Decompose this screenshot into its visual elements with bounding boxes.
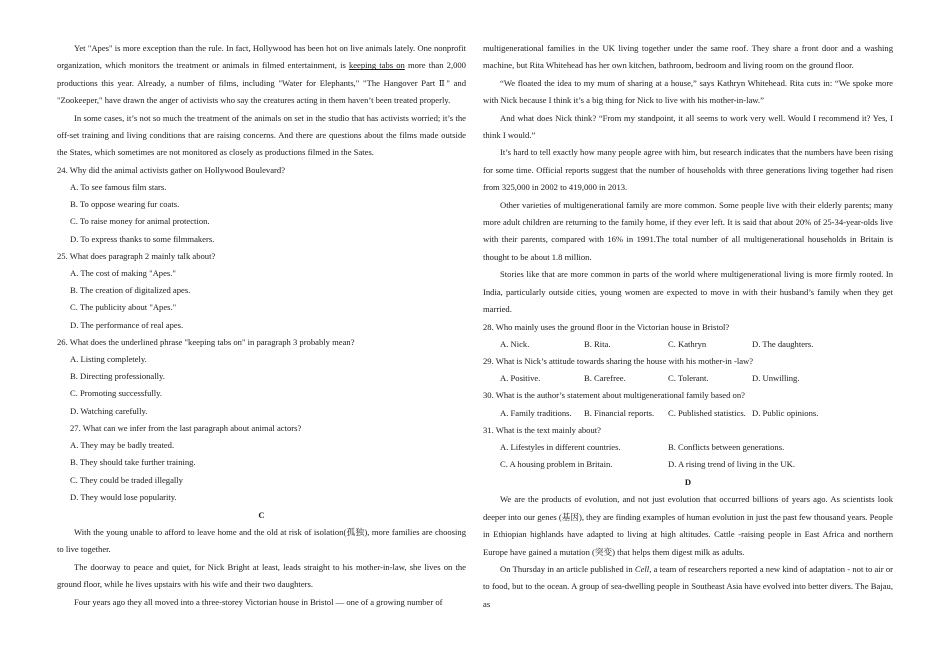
option-26d: D. Watching carefully. xyxy=(70,405,148,416)
options-29 xyxy=(483,370,893,387)
section-heading-c: C xyxy=(258,509,265,520)
options-31-row1 xyxy=(483,439,893,456)
paragraph: Yet "Apes" is more exception than the rule. In fact, Hollywood has been hot on live animals lately. One nonprofit organization, which monitors the treatment or animals in filmed entertainment, is keeping tabs on more than 2,000 productions this year. Already, a number of films, including "Water for Elephants," "The Hangover Part Ⅱ" and "Zookeeper," have drawn the anger of activists who say the creatures acting in them haven’t been treated properly. xyxy=(57,43,466,106)
option-26a: A. Listing completely. xyxy=(70,354,147,365)
option-28a: A. Nick. xyxy=(500,338,530,349)
option-25c: C. The publicity about "Apes." xyxy=(70,302,177,313)
paragraph: Four years ago they all moved into a three-storey Victorian house in Bristol — one of a growing number of xyxy=(74,596,443,607)
question-25: 25. What does paragraph 2 mainly talk about? xyxy=(57,250,216,261)
option-28b: B. Rita. xyxy=(584,338,611,349)
option-28d: D. The daughters. xyxy=(752,338,814,349)
option-25b: B. The creation of digitalized apes. xyxy=(70,285,191,296)
paragraph: With the young unable to afford to leave home and the old at risk of isolation(孤独), more families are choosing to live together. xyxy=(57,526,466,555)
paragraph: “We floated the idea to my mum of sharing at a house,” says Kathryn Whitehead. Rita cuts in: “We spoke more with Nick because I think it’s a big thing for Nick to live with his mother-in-law.” xyxy=(483,77,893,106)
option-30b: B. Financial reports. xyxy=(584,407,655,418)
option-31d: D. A rising trend of living in the UK. xyxy=(668,459,795,470)
option-28c: C. Kathryn xyxy=(668,338,707,349)
paragraph: It’s hard to tell exactly how many people agree with him, but research indicates that the numbers have been rising for some time. Official reports suggest that the number of households with three generations living together had risen from 325,000 in 2002 to 419,000 in 2013. xyxy=(483,147,893,193)
option-31a: A. Lifestyles in different countries. xyxy=(500,441,621,452)
options-28 xyxy=(483,336,893,353)
option-30a: A. Family traditions. xyxy=(500,407,572,418)
option-24b: B. To oppose wearing fur coats. xyxy=(70,199,180,210)
option-29b: B. Carefree. xyxy=(584,373,626,384)
question-31: 31. What is the text mainly about? xyxy=(483,424,601,435)
option-25d: D. The performance of real apes. xyxy=(70,319,184,330)
option-27c: C. They could be traded illegally xyxy=(70,474,183,485)
options-30 xyxy=(483,405,893,422)
paragraph: Stories like that are more common in parts of the world where multigenerational living is more firmly rooted. In India, particularly outside cities, young women are expected to move in with their husband’s family when they get married. xyxy=(483,269,893,315)
journal-name: Cell xyxy=(634,563,650,574)
option-26c: C. Promoting successfully. xyxy=(70,388,163,399)
question-27: 27. What can we infer from the last paragraph about animal actors? xyxy=(70,422,302,433)
question-28: 28. Who mainly uses the ground floor in the Victorian house in Bristol? xyxy=(483,321,730,332)
option-29d: D. Unwilling. xyxy=(752,373,800,384)
underlined-phrase: keeping tabs on xyxy=(348,60,405,71)
paragraph: In some cases, it’s not so much the treatment of the animals on set in the studio that has activists worried; it’s the off-set training and living conditions that are raising concerns. And there are questions about the films made outside the States, which sometimes are not monitored as closely as productions filmed in the Sates. xyxy=(57,112,466,158)
section-heading-d: D xyxy=(684,477,692,488)
option-24c: C. To raise money for animal protection. xyxy=(70,216,210,227)
paragraph: Other varieties of multigenerational family are more common. Some people live with their elderly parents; many more adult children are returning to the family home, if they ever left. It is said that about 20% of 25-34-year-olds live with their parents, compared with 16% in 1991.The total number of all multigenerational households in Britain is thought to be about 1.8 million. xyxy=(483,199,893,262)
option-31b: B. Conflicts between generations. xyxy=(668,441,785,452)
option-31c: C. A housing problem in Britain. xyxy=(500,459,613,470)
option-29a: A. Positive. xyxy=(500,373,541,384)
option-27a: A. They may be badly treated. xyxy=(70,440,175,451)
paragraph: On Thursday in an article published in Cell, a team of researchers reported a new kind of adaptation - not to air or to food, but to the ocean. A group of sea-dwelling people in Southeast Asia have evolved into better divers. The Bajau, as xyxy=(483,563,893,609)
option-30c: C. Published statistics. xyxy=(668,407,746,418)
question-30: 30. What is the author’s statement about multigenerational family based on? xyxy=(483,390,745,401)
left-column xyxy=(57,40,466,611)
question-24: 24. Why did the animal activists gather on Hollywood Boulevard? xyxy=(57,164,286,175)
option-27b: B. They should take further training. xyxy=(70,457,196,468)
options-31-row2 xyxy=(483,456,893,473)
option-24d: D. To express thanks to some filmmakers. xyxy=(70,233,215,244)
paragraph: multigenerational families in the UK living together under the same roof. They share a front door and a washing machine, but Rita Whitehead has her own kitchen, bathroom, bedroom and living room on the ground floor. xyxy=(483,43,893,71)
option-27d: D. They would lose popularity. xyxy=(70,491,177,502)
question-26: 26. What does the underlined phrase "keeping tabs on" in paragraph 3 probably mean? xyxy=(57,336,355,347)
option-24a: A. To see famous film stars. xyxy=(70,182,167,193)
option-26b: B. Directing professionally. xyxy=(70,371,165,382)
paragraph: The doorway to peace and quiet, for Nick Bright at least, leads straight to his mother-in-law, she lives on the ground floor, while he lives upstairs with his wife and their two daughters. xyxy=(57,561,466,590)
paragraph: We are the products of evolution, and not just evolution that occurred billions of years ago. As scientists look deeper into our genes (基因), they are finding examples of human evolution in just the past few thousand years. People in Ethiopian highlands have adapted to living at high altitudes. Cattle -raising people in East Africa and northern Europe have gained a mutation (突变) that helps them digest milk as adults. xyxy=(483,494,893,557)
question-29: 29. What is Nick’s attitude towards sharing the house with his mother-in -law? xyxy=(483,355,754,366)
paragraph: And what does Nick think? “From my standpoint, it all seems to work very well. Would I recommend it? Yes, I think I would.” xyxy=(483,112,893,141)
option-30d: D. Public opinions. xyxy=(752,407,819,418)
right-column xyxy=(483,40,893,613)
option-25a: A. The cost of making "Apes." xyxy=(70,268,176,279)
option-29c: C. Tolerant. xyxy=(668,373,709,384)
